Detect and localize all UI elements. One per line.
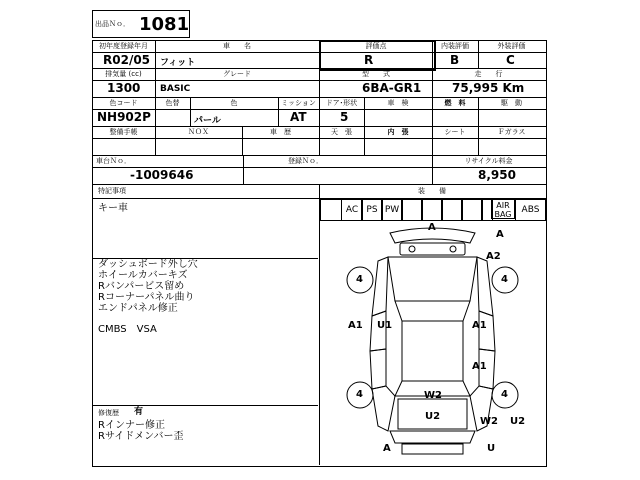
special-notes-label: 特記事項 [98, 187, 126, 195]
remark-line: ホイールカバーキズ [98, 270, 188, 281]
grade-label: グレード [223, 70, 251, 78]
recycle-fee-label: リサイクル料金 [464, 157, 513, 165]
special-note-line: キー車 [98, 203, 128, 214]
score-value: R [364, 53, 374, 67]
remark-line: エンドパネル修正 [98, 303, 178, 314]
model-code-value: 6BA-GR1 [362, 81, 422, 95]
seat-label: シート [444, 128, 466, 136]
remark-line: Rバンパービス留め [98, 281, 185, 292]
car-name-label: 車 名 [223, 42, 251, 50]
color-label: 色 [230, 99, 238, 107]
remark-line: ダッシュボード外し穴 [98, 259, 198, 270]
damage-mark: 4 [501, 274, 508, 285]
interior-trim-label: 内 張 [387, 128, 409, 136]
chassis-number-label: 車台Ｎｏ． [96, 157, 131, 165]
grade-value: BASIC [160, 84, 191, 94]
displacement-value: 1300 [107, 81, 141, 95]
remark-line: Rコーナーパネル曲り [98, 292, 195, 303]
damage-mark: 4 [356, 274, 363, 285]
damage-mark: W2 [424, 390, 442, 401]
color-change-label: 色替 [165, 99, 180, 107]
service-book-label: 整備手帳 [109, 128, 138, 136]
equipment-airbag: AIR BAG [491, 199, 515, 219]
car-name-value: フィット [160, 58, 196, 68]
damage-mark: U2 [425, 411, 441, 422]
damage-mark: 4 [501, 389, 508, 400]
damage-mark: A [428, 222, 436, 233]
reg-date-value: R02/05 [103, 53, 151, 67]
interior-grade-label: 内装評価 [441, 42, 469, 50]
equipment-ps: PS [361, 199, 383, 221]
displacement-label: 排気量 (cc) [105, 70, 142, 78]
door-label: ドア･形状 [325, 99, 358, 107]
damage-mark: 4 [356, 389, 363, 400]
exterior-grade-value: C [506, 53, 515, 67]
exterior-grade-label: 外装評価 [497, 42, 526, 50]
damage-mark: A [383, 443, 391, 454]
equipment-abs: ABS [515, 199, 546, 221]
remarks-list [98, 259, 198, 314]
equipment-label: 装 備 [418, 187, 446, 195]
damage-mark: U1 [377, 320, 393, 331]
mileage-value: 75,995 Km [452, 81, 525, 95]
transmission-value: AT [290, 110, 307, 124]
damage-mark: U2 [510, 416, 526, 427]
interior-grade-value: B [450, 53, 460, 67]
score-label: 評価点 [365, 42, 387, 50]
damage-mark: A2 [486, 251, 501, 262]
repair-items [98, 420, 183, 442]
windshield-label: Ｆガラス [497, 128, 526, 136]
recycle-fee-value: 8,950 [478, 168, 516, 182]
headliner-label: 天 張 [331, 128, 352, 136]
mileage-label: 走 行 [474, 70, 503, 78]
damage-mark: W2 [480, 416, 498, 427]
transmission-label: ミッション [281, 99, 316, 107]
inspection-label: 車 検 [387, 99, 409, 107]
damage-mark: U [487, 443, 496, 454]
damage-mark: A [496, 229, 504, 240]
options-line: CMBS VSA [98, 324, 157, 335]
fuel-label: 燃 料 [444, 99, 466, 107]
lot-number-value: 1081 [139, 14, 190, 35]
registration-number-label: 登録Ｎｏ． [288, 157, 323, 165]
door-value: 5 [340, 110, 349, 124]
lot-number-label: 出品Ｎｏ． [95, 20, 130, 28]
repair-history-value: 有 [134, 407, 144, 417]
car-diagram [320, 221, 545, 465]
color-code-label: 色コード [109, 99, 138, 107]
equipment-row [320, 199, 545, 220]
repair-history-label: 修復歴 [98, 409, 119, 417]
drive-label: 駆 動 [501, 99, 522, 107]
color-value: パール [194, 116, 221, 126]
lot-number-box [92, 10, 190, 38]
history-label: 車 歴 [270, 128, 291, 136]
reg-date-label: 初年度登録年月 [99, 42, 148, 50]
damage-mark: A1 [472, 361, 487, 372]
special-notes [98, 203, 128, 214]
model-code-label: 型 式 [362, 70, 390, 78]
repair-item-line: Rインナー修正 [98, 420, 165, 431]
color-code-value: NH902P [97, 110, 151, 124]
equipment-ac: AC [341, 199, 363, 221]
chassis-number-value: -1009646 [130, 168, 194, 182]
repair-item-line: Rサイドメンバー歪 [98, 431, 184, 442]
equipment-pw: PW [381, 199, 403, 221]
damage-mark: A1 [348, 320, 363, 331]
damage-mark: A1 [472, 320, 487, 331]
nox-label: ＮＯＸ [188, 128, 209, 136]
